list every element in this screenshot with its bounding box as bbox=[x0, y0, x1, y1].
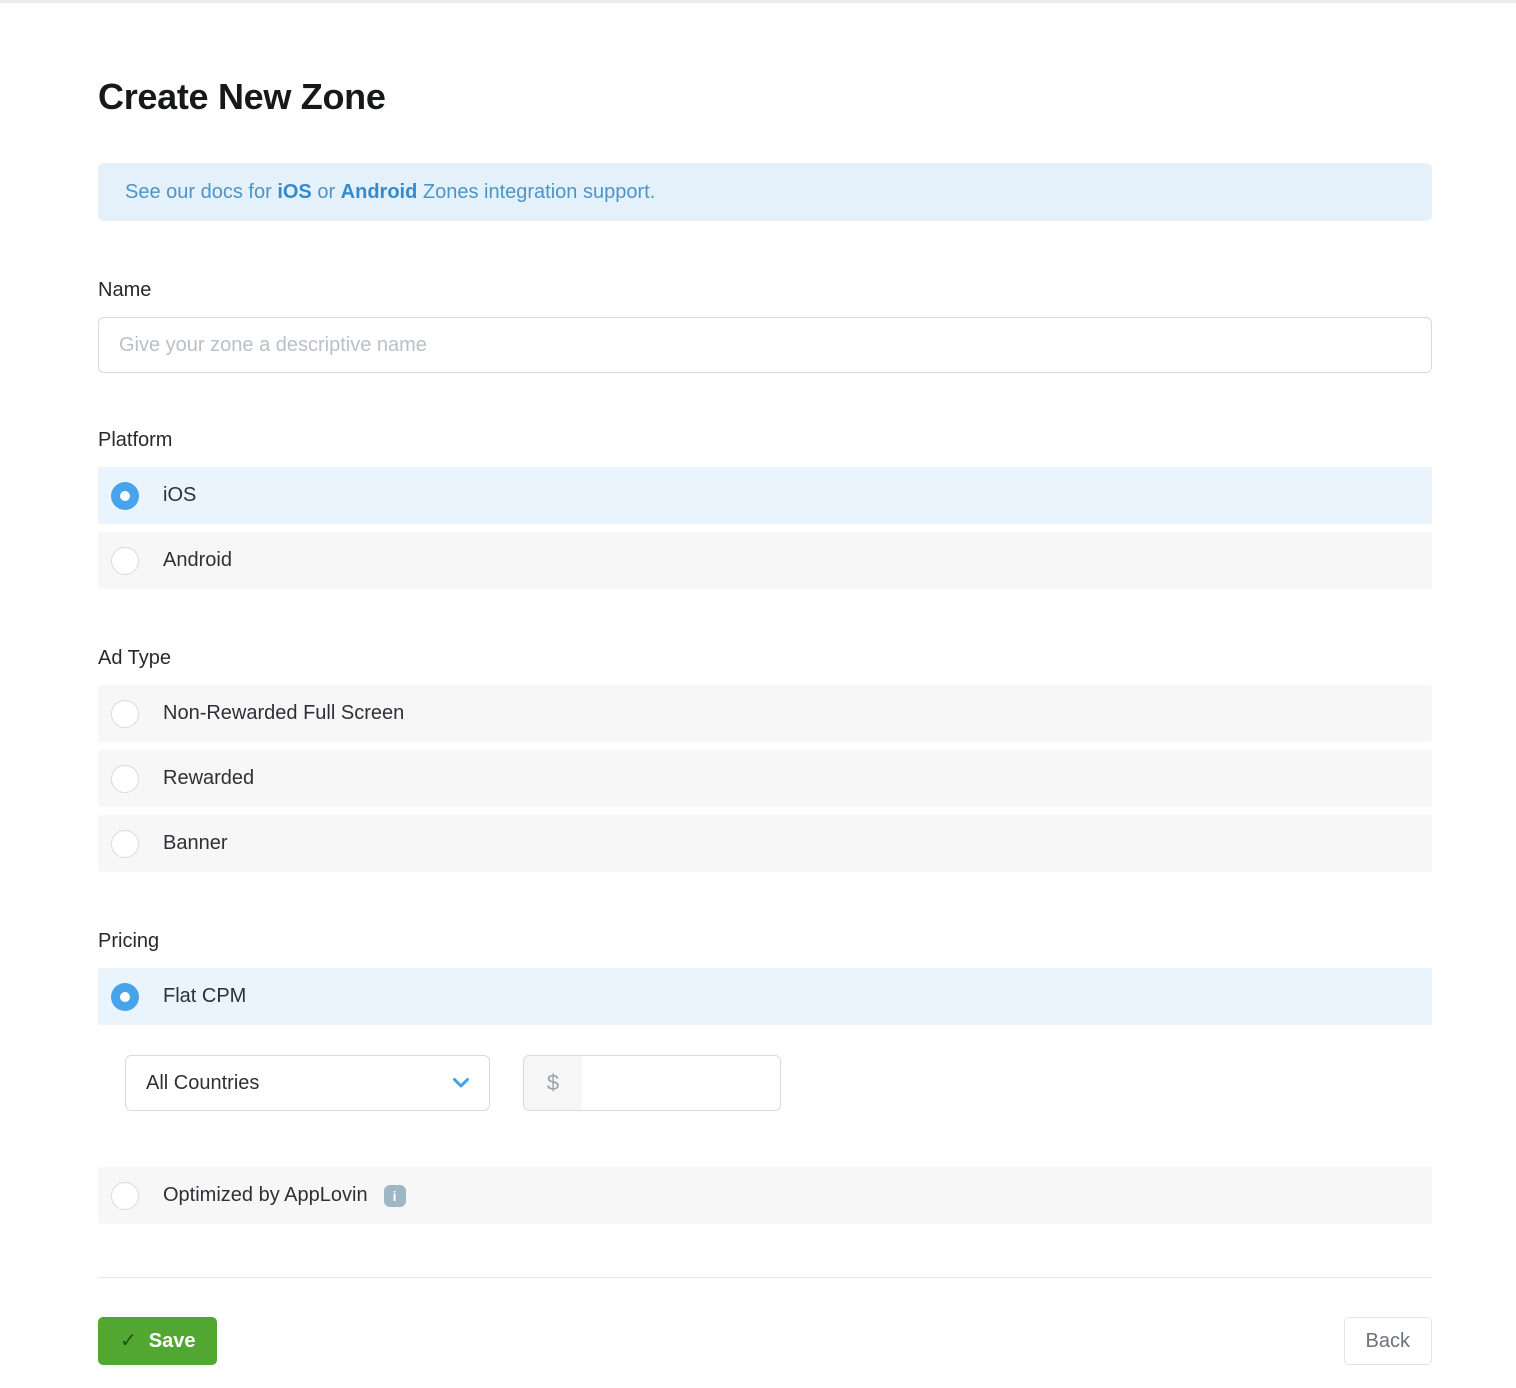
ad-type-option-banner[interactable] bbox=[98, 815, 1432, 872]
cpm-amount-input[interactable] bbox=[582, 1056, 780, 1110]
country-select-value: All Countries bbox=[146, 1071, 260, 1094]
chevron-down-icon bbox=[453, 1078, 469, 1088]
info-icon[interactable]: i bbox=[384, 1185, 406, 1207]
platform-option-ios[interactable] bbox=[98, 467, 1432, 524]
pricing-option-label: Flat CPM bbox=[163, 985, 247, 1007]
ad-type-option-rewarded[interactable] bbox=[98, 750, 1432, 807]
create-zone-form bbox=[98, 73, 1432, 1365]
save-button-label: Save bbox=[148, 1329, 196, 1352]
footer-divider bbox=[98, 1277, 1432, 1278]
platform-option-label: iOS bbox=[163, 484, 197, 506]
pricing-option-flat-cpm[interactable] bbox=[98, 968, 1432, 1025]
zone-name-input[interactable] bbox=[98, 317, 1432, 373]
banner-text-suffix: Zones integration support. bbox=[417, 180, 656, 203]
radio-rewarded[interactable] bbox=[111, 765, 139, 793]
cpm-amount-field bbox=[523, 1055, 781, 1111]
ad-type-option-label: Rewarded bbox=[163, 767, 255, 789]
platform-option-android[interactable] bbox=[98, 532, 1432, 589]
banner-text-prefix: See our docs for bbox=[125, 180, 278, 203]
page-title: Create New Zone bbox=[98, 76, 386, 117]
name-label: Name bbox=[98, 279, 152, 301]
radio-ios[interactable] bbox=[111, 482, 139, 510]
radio-flat-cpm[interactable] bbox=[111, 983, 139, 1011]
ad-type-option-label: Non-Rewarded Full Screen bbox=[163, 702, 405, 724]
pricing-label: Pricing bbox=[98, 930, 160, 952]
banner-text bbox=[125, 181, 655, 204]
platform-option-label: Android bbox=[163, 549, 232, 571]
android-docs-link[interactable]: Android bbox=[340, 180, 418, 203]
country-select[interactable] bbox=[125, 1055, 490, 1111]
back-button[interactable]: Back bbox=[1344, 1317, 1432, 1365]
docs-info-banner bbox=[98, 163, 1432, 221]
radio-banner[interactable] bbox=[111, 830, 139, 858]
radio-android[interactable] bbox=[111, 547, 139, 575]
ad-type-option-label: Banner bbox=[163, 832, 228, 854]
top-divider bbox=[0, 0, 1516, 3]
banner-text-or: or bbox=[311, 180, 341, 203]
ios-docs-link[interactable]: iOS bbox=[277, 180, 312, 203]
pricing-option-label: Optimized by AppLovin bbox=[163, 1184, 368, 1206]
check-icon: ✓ bbox=[120, 1330, 137, 1352]
flat-cpm-controls bbox=[98, 1055, 1432, 1111]
platform-label: Platform bbox=[98, 429, 173, 451]
ad-type-label: Ad Type bbox=[98, 647, 172, 669]
ad-type-option-non-rewarded[interactable] bbox=[98, 685, 1432, 742]
form-footer bbox=[98, 1317, 1432, 1365]
save-button[interactable] bbox=[98, 1317, 217, 1365]
radio-non-rewarded[interactable] bbox=[111, 700, 139, 728]
dollar-prefix: $ bbox=[524, 1056, 582, 1110]
radio-optimized[interactable] bbox=[111, 1182, 139, 1210]
pricing-option-optimized[interactable] bbox=[98, 1167, 1432, 1224]
